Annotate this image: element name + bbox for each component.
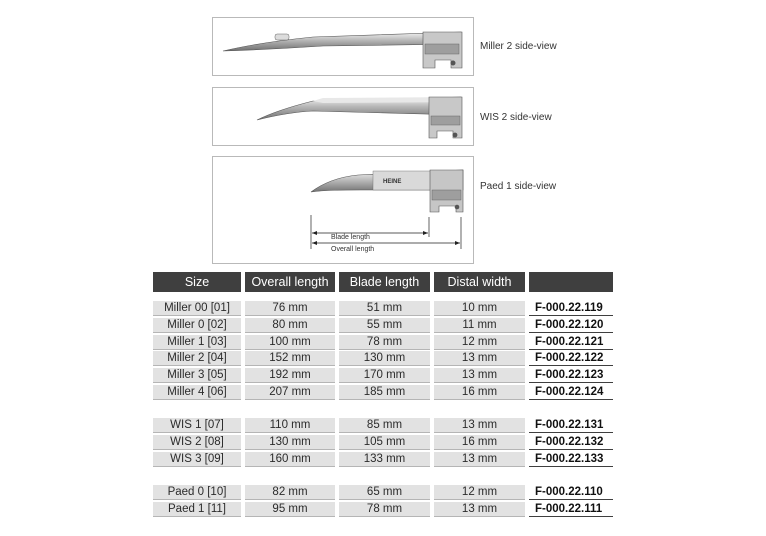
cell-size: Miller 00 [01]	[153, 301, 241, 316]
cell-distal: 16 mm	[434, 435, 525, 450]
paed-1-figure	[212, 156, 474, 264]
cell-article: F-000.22.120	[529, 318, 613, 333]
cell-overall: 152 mm	[245, 351, 335, 366]
cell-overall: 130 mm	[245, 435, 335, 450]
cell-overall: 160 mm	[245, 452, 335, 467]
brand-text: HEINE	[383, 179, 402, 185]
cell-distal: 13 mm	[434, 502, 525, 517]
cell-blade: 55 mm	[339, 318, 430, 333]
cell-distal: 13 mm	[434, 452, 525, 467]
cell-distal: 13 mm	[434, 368, 525, 383]
cell-size: Paed 1 [11]	[153, 502, 241, 517]
cell-overall: 100 mm	[245, 335, 335, 350]
cell-blade: 51 mm	[339, 301, 430, 316]
cell-blade: 85 mm	[339, 418, 430, 433]
cell-blade: 185 mm	[339, 385, 430, 400]
cell-size: Paed 0 [10]	[153, 485, 241, 500]
cell-distal: 16 mm	[434, 385, 525, 400]
cell-article: F-000.22.119	[529, 301, 613, 316]
cell-blade: 105 mm	[339, 435, 430, 450]
cell-article: F-000.22.133	[529, 452, 613, 467]
cell-blade: 130 mm	[339, 351, 430, 366]
cell-overall: 82 mm	[245, 485, 335, 500]
cell-blade: 78 mm	[339, 335, 430, 350]
figure-label: Miller 2 side-view	[480, 41, 557, 52]
cell-blade: 133 mm	[339, 452, 430, 467]
cell-distal: 10 mm	[434, 301, 525, 316]
cell-article: F-000.22.121	[529, 335, 613, 350]
cell-distal: 12 mm	[434, 485, 525, 500]
overall-length-label: Overall length	[331, 246, 375, 253]
header-article-number	[529, 272, 613, 292]
paed-blade-image	[213, 157, 475, 265]
cell-overall: 80 mm	[245, 318, 335, 333]
wis-blade-image	[213, 88, 475, 147]
cell-overall: 110 mm	[245, 418, 335, 433]
cell-article: F-000.22.110	[529, 485, 613, 500]
cell-overall: 95 mm	[245, 502, 335, 517]
header-overall-length: Overall length	[245, 272, 335, 292]
blade-length-label: Blade length	[331, 234, 370, 241]
cell-size: Miller 3 [05]	[153, 368, 241, 383]
cell-overall: 192 mm	[245, 368, 335, 383]
cell-article: F-000.22.122	[529, 351, 613, 366]
cell-overall: 207 mm	[245, 385, 335, 400]
cell-article: F-000.22.124	[529, 385, 613, 400]
figure-label: WIS 2 side-view	[480, 112, 552, 123]
cell-article: F-000.22.111	[529, 502, 613, 517]
cell-size: Miller 0 [02]	[153, 318, 241, 333]
cell-distal: 12 mm	[434, 335, 525, 350]
header-distal-width: Distal width	[434, 272, 525, 292]
figure-label: Paed 1 side-view	[480, 181, 557, 192]
cell-distal: 11 mm	[434, 318, 525, 333]
cell-article: F-000.22.123	[529, 368, 613, 383]
cell-article: F-000.22.131	[529, 418, 613, 433]
cell-distal: 13 mm	[434, 418, 525, 433]
cell-distal: 13 mm	[434, 351, 525, 366]
miller-2-figure	[212, 17, 474, 76]
header-blade-length: Blade length	[339, 272, 430, 292]
cell-size: Miller 4 [06]	[153, 385, 241, 400]
cell-blade: 170 mm	[339, 368, 430, 383]
wis-2-figure	[212, 87, 474, 146]
cell-overall: 76 mm	[245, 301, 335, 316]
cell-size: Miller 2 [04]	[153, 351, 241, 366]
cell-size: WIS 1 [07]	[153, 418, 241, 433]
cell-size: WIS 2 [08]	[153, 435, 241, 450]
cell-article: F-000.22.132	[529, 435, 613, 450]
cell-size: Miller 1 [03]	[153, 335, 241, 350]
miller-blade-image	[213, 18, 475, 77]
cell-size: WIS 3 [09]	[153, 452, 241, 467]
cell-blade: 78 mm	[339, 502, 430, 517]
cell-blade: 65 mm	[339, 485, 430, 500]
header-size: Size	[153, 272, 241, 292]
